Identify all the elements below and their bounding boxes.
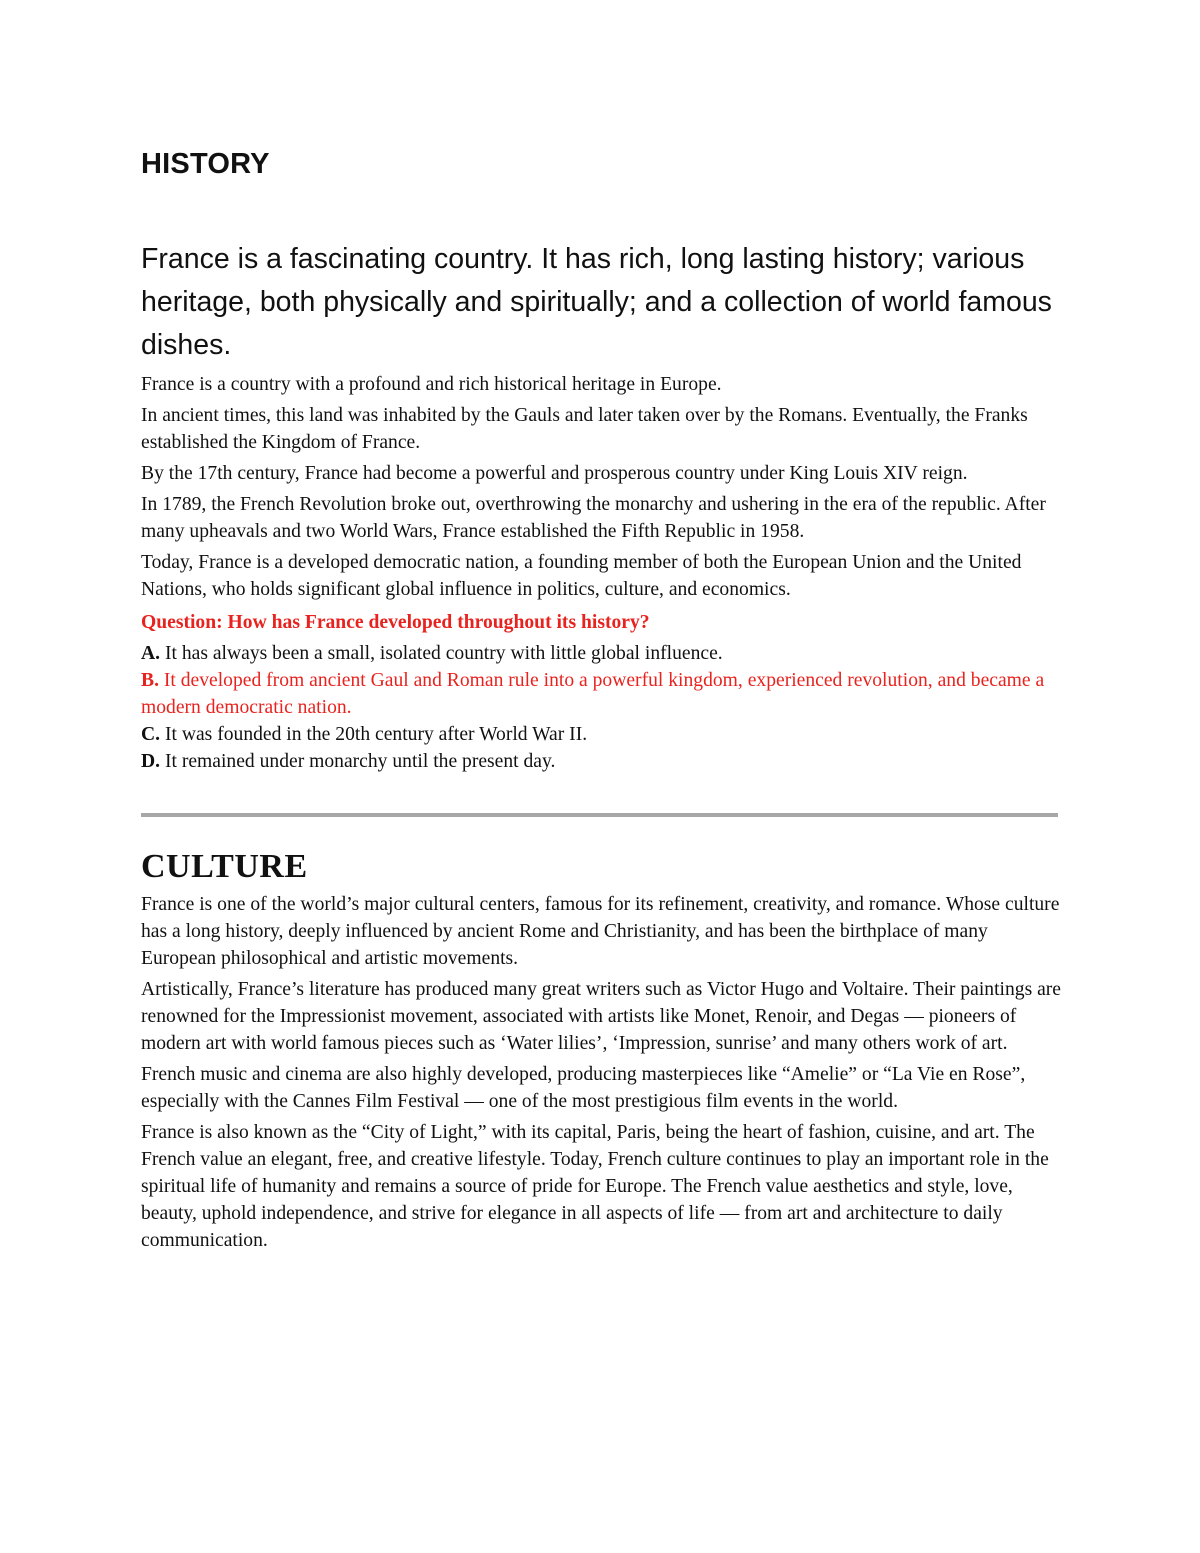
option-text: It has always been a small, isolated country with little global influence. bbox=[160, 643, 723, 664]
answer-option-a bbox=[141, 640, 1061, 667]
option-text: It was founded in the 20th century after World War II. bbox=[160, 724, 588, 745]
option-letter: D. bbox=[141, 751, 161, 772]
culture-heading: CULTURE bbox=[141, 848, 308, 885]
option-letter: A. bbox=[141, 643, 161, 664]
culture-paragraph: France is one of the world’s major cultural centers, famous for its refinement, creativity, and romance. Whose culture has a long history, deeply influenced by ancient Rome and Christianity, and has been the birthplace of many European philosophical and artistic movements. bbox=[141, 894, 1060, 969]
history-paragraph: In ancient times, this land was inhabited by the Gauls and later taken over by the Romans. Eventually, the Franks established the Kingdom of France. bbox=[141, 405, 1028, 453]
question-text: Question: How has France developed throughout its history? bbox=[141, 612, 650, 633]
document-body bbox=[141, 146, 1061, 1254]
culture-paragraph: Artistically, France’s literature has produced many great writers such as Victor Hugo and Voltaire. Their paintings are renowned for the Impressionist movement, associated with artists like Monet, Renoir, and Degas — pioneers of modern art with world famous pieces such as ‘Water lilies’, ‘Impression, sunrise’ and many others work of art. bbox=[141, 979, 1062, 1054]
option-text: It remained under monarchy until the present day. bbox=[160, 751, 556, 772]
history-paragraph: In 1789, the French Revolution broke out, overthrowing the monarchy and ushering in the era of the republic. After many upheavals and two World Wars, France established the Fifth Republic in 1958. bbox=[141, 494, 1046, 542]
history-paragraph: Today, France is a developed democratic nation, a founding member of both the European Union and the United Nations, who holds significant global influence in politics, culture, and economics. bbox=[141, 552, 1022, 600]
answer-option-c bbox=[141, 721, 1061, 748]
option-letter: C. bbox=[141, 724, 161, 745]
option-letter: B. bbox=[141, 670, 159, 691]
history-heading: HISTORY bbox=[141, 148, 270, 180]
history-paragraph: By the 17th century, France had become a powerful and prosperous country under King Louis XIV reign. bbox=[141, 463, 968, 484]
answer-option-d bbox=[141, 748, 1061, 775]
culture-paragraph: French music and cinema are also highly developed, producing masterpieces like “Amelie” or “La Vie en Rose”, especially with the Cannes Film Festival — one of the most prestigious film events in the world. bbox=[141, 1064, 1026, 1112]
answer-options bbox=[141, 640, 1061, 775]
section-divider bbox=[141, 813, 1058, 817]
option-text: It developed from ancient Gaul and Roman rule into a powerful kingdom, experienced revolution, and became a modern democratic nation. bbox=[141, 670, 1045, 718]
culture-paragraph: France is also known as the “City of Light,” with its capital, Paris, being the heart of fashion, cuisine, and art. The French value an elegant, free, and creative lifestyle. Today, French culture continues to play an important role in the spiritual life of humanity and remains a source of pride for Europe. The French value aesthetics and style, love, beauty, uphold independence, and strive for elegance in all aspects of life — from art and architecture to daily communication. bbox=[141, 1122, 1049, 1251]
history-paragraph: France is a country with a profound and rich historical heritage in Europe. bbox=[141, 374, 722, 395]
history-intro: France is a fascinating country. It has rich, long lasting history; various heritage, both physically and spiritually; and a collection of world famous dishes. bbox=[141, 243, 1052, 361]
answer-option-b bbox=[141, 667, 1061, 721]
